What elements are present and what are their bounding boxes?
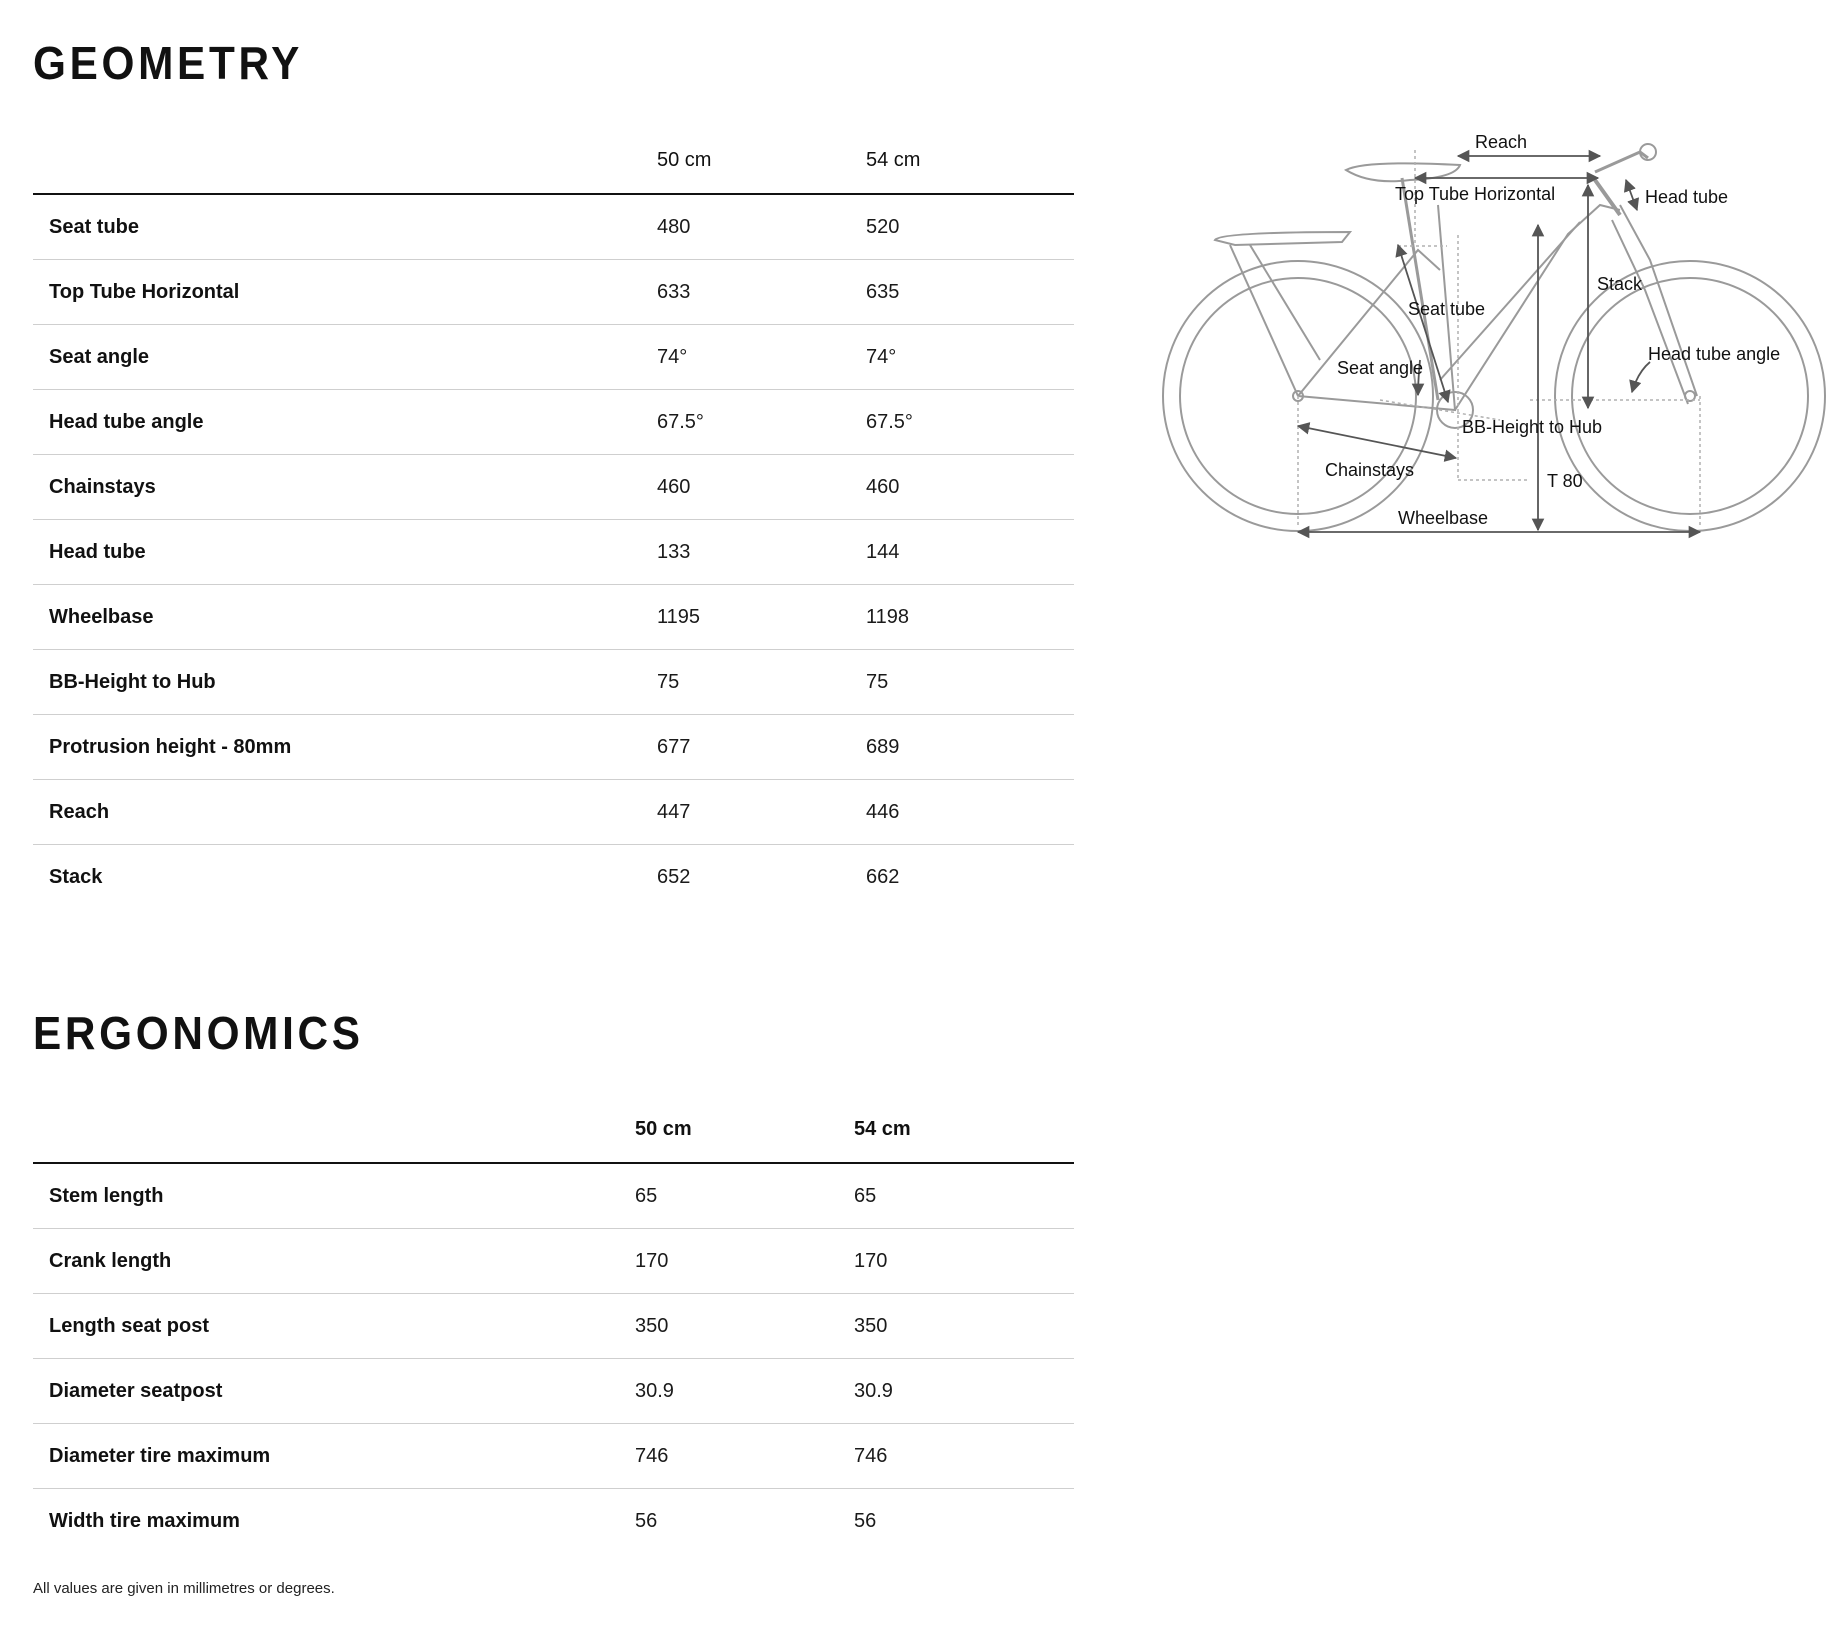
row-label: Crank length xyxy=(33,1229,635,1294)
value-54cm: 662 xyxy=(866,865,900,888)
label-reach: Reach xyxy=(1475,132,1528,152)
table-header-row xyxy=(33,1096,1074,1163)
bike-geometry-diagram xyxy=(1150,128,1830,548)
front-wheel xyxy=(1555,261,1825,531)
column-header-54cm: 54 cm xyxy=(854,1096,1074,1163)
table-row xyxy=(33,1489,1074,1554)
table-row xyxy=(33,1294,1074,1359)
column-header-54cm: 54 cm xyxy=(866,127,1074,194)
value-54cm: 460 xyxy=(866,455,1074,520)
footnote: All values are given in millimetres or degrees. xyxy=(33,1580,335,1597)
row-label: Stem length xyxy=(33,1163,635,1229)
label-head-tube: Head tube xyxy=(1645,187,1729,207)
table-row xyxy=(33,585,1074,650)
value-54cm: 74° xyxy=(866,325,1074,390)
seat-tube-arrow xyxy=(1398,245,1448,402)
table-header-row xyxy=(33,127,1074,194)
row-label: Length seat post xyxy=(33,1294,635,1359)
value-54cm: 446 xyxy=(866,780,1074,845)
label-stack: Stack xyxy=(1597,274,1643,294)
value-54cm: 170 xyxy=(854,1229,1074,1294)
value-50cm: 447 xyxy=(657,780,866,845)
value-50cm: 56 xyxy=(635,1509,658,1532)
value-50cm: 1195 xyxy=(657,585,866,650)
row-label: BB-Height to Hub xyxy=(33,650,657,715)
value-50cm: 67.5° xyxy=(657,390,866,455)
value-50cm: 75 xyxy=(657,650,866,715)
row-label: Reach xyxy=(33,780,657,845)
label-seat-tube: Seat tube xyxy=(1408,299,1486,319)
label-head-tube-angle: Head tube angle xyxy=(1648,344,1781,364)
head-tube-arrow xyxy=(1626,180,1637,210)
value-54cm: 65 xyxy=(854,1163,1074,1229)
label-seat-angle: Seat angle xyxy=(1337,358,1424,378)
value-50cm: 30.9 xyxy=(635,1359,854,1424)
row-label: Diameter seatpost xyxy=(33,1359,635,1424)
value-54cm: 67.5° xyxy=(866,390,1074,455)
table-row xyxy=(33,260,1074,325)
table-row xyxy=(33,715,1074,780)
column-header-label xyxy=(33,1096,635,1163)
value-50cm: 652 xyxy=(657,865,691,888)
value-54cm: 75 xyxy=(866,650,1074,715)
value-54cm: 520 xyxy=(866,194,1074,260)
row-label: Diameter tire maximum xyxy=(33,1424,635,1489)
label-bb-height-to-hub: BB-Height to Hub xyxy=(1462,417,1603,437)
value-50cm: 133 xyxy=(657,520,866,585)
value-54cm: 350 xyxy=(854,1294,1074,1359)
value-54cm: 689 xyxy=(866,715,1074,780)
row-label: Wheelbase xyxy=(33,585,657,650)
value-50cm: 170 xyxy=(635,1229,854,1294)
row-label: Chainstays xyxy=(33,455,657,520)
table-row xyxy=(33,1163,1074,1229)
table-row xyxy=(33,1229,1074,1294)
chainstays-arrow xyxy=(1298,426,1456,458)
row-label: Top Tube Horizontal xyxy=(33,260,657,325)
value-50cm: 633 xyxy=(657,260,866,325)
row-label: Protrusion height - 80mm xyxy=(33,715,657,780)
value-54cm: 635 xyxy=(866,260,1074,325)
label-chainstays: Chainstays xyxy=(1325,460,1415,480)
table-row xyxy=(33,194,1074,260)
table-row xyxy=(33,455,1074,520)
column-header-50cm: 50 cm xyxy=(657,127,866,194)
table-row xyxy=(33,325,1074,390)
table-row xyxy=(33,650,1074,715)
geometry-table xyxy=(33,127,1074,909)
value-50cm: 65 xyxy=(635,1163,854,1229)
value-50cm: 677 xyxy=(657,715,866,780)
row-label: Seat tube xyxy=(33,194,657,260)
row-label: Head tube angle xyxy=(33,390,657,455)
head-tube-angle-arc xyxy=(1632,362,1650,392)
value-50cm: 350 xyxy=(635,1294,854,1359)
row-label: Stack xyxy=(49,865,103,888)
table-row xyxy=(33,1359,1074,1424)
column-header-50cm: 50 cm xyxy=(635,1096,854,1163)
table-row xyxy=(33,845,1074,910)
row-label: Seat angle xyxy=(33,325,657,390)
value-54cm: 56 xyxy=(854,1509,877,1532)
diagram-labels xyxy=(1325,132,1780,528)
value-54cm: 30.9 xyxy=(854,1359,1074,1424)
row-label: Width tire maximum xyxy=(49,1509,240,1532)
geometry-title: GEOMETRY xyxy=(33,37,304,89)
row-label: Head tube xyxy=(33,520,657,585)
table-row xyxy=(33,780,1074,845)
ergonomics-table xyxy=(33,1096,1074,1553)
value-50cm: 74° xyxy=(657,325,866,390)
value-50cm: 460 xyxy=(657,455,866,520)
column-header-label xyxy=(33,127,657,194)
label-top-tube-horizontal: Top Tube Horizontal xyxy=(1395,184,1556,204)
table-row xyxy=(33,390,1074,455)
label-t80: T 80 xyxy=(1547,471,1583,491)
value-54cm: 1198 xyxy=(866,585,1074,650)
value-54cm: 746 xyxy=(854,1424,1074,1489)
value-50cm: 480 xyxy=(657,194,866,260)
label-wheelbase: Wheelbase xyxy=(1398,508,1489,528)
table-row xyxy=(33,520,1074,585)
table-row xyxy=(33,1424,1074,1489)
value-50cm: 746 xyxy=(635,1424,854,1489)
value-54cm: 144 xyxy=(866,520,1074,585)
ergonomics-title: ERGONOMICS xyxy=(33,1007,364,1059)
